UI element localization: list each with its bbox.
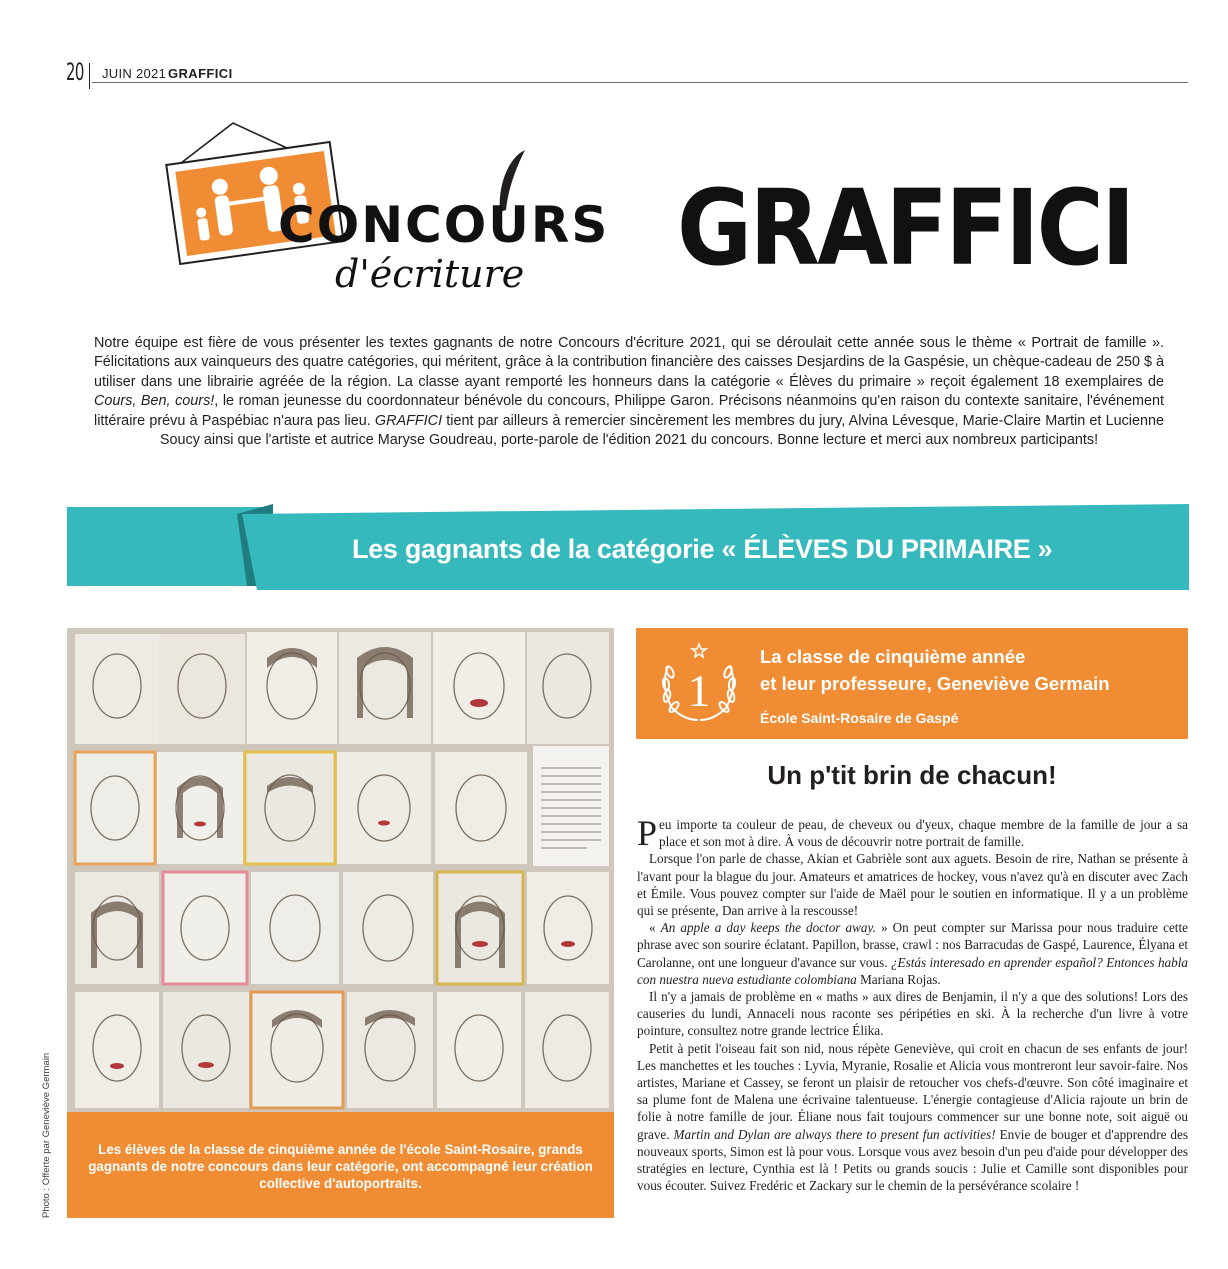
story-paragraph-4: Il n'y a jamais de problème en « maths » aux dires de Benjamin, il n'y a que des solutions! Lors des causeries du lundi, Annaceli nous raconte ses péripéties en ski. À la recherche d'un livre à votre pointure, consultez notre grande lectrice Élika. <box>637 989 1188 1039</box>
intro-paragraph <box>94 334 1164 450</box>
intro-book-title: Cours, Ben, cours! <box>94 393 215 410</box>
rank-number: 1 <box>687 665 711 716</box>
p3-quote: An apple a day keeps the doctor away. <box>660 920 876 936</box>
concours-logo <box>160 120 640 310</box>
photo-credit: Photo : Offerte par Geneviève Germain <box>41 1052 52 1218</box>
issue-date: JUIN 2021 <box>102 66 167 81</box>
banner-title: Les gagnants de la catégorie « ÉLÈVES DU PRIMAIRE » <box>352 534 1053 564</box>
winner-line-1: La classe de cinquième année <box>760 646 1026 667</box>
photo-caption: Les élèves de la classe de cinquième année de l'école Saint-Rosaire, grands gagnants de notre concours dans leur catégorie, ont accompagné leur création collective d'autoportraits. <box>67 1112 614 1218</box>
graffici-wordmark: GRAFFICI <box>677 167 1133 289</box>
story-paragraph-5 <box>637 1040 1188 1195</box>
winner-box <box>636 628 1188 739</box>
story-paragraph-1 <box>637 813 1188 853</box>
winner-line-2: et leur professeure, Geneviève Germain <box>760 673 1110 694</box>
intro-text-2: , le roman jeunesse du coordonnateur bénévole du concours, Philippe Garon. Précisons néanmoins qu'en raison du contexte sanitaire, l'événement littéraire prévu à Paspébiac n'aura pas lieu. <box>94 393 1164 429</box>
p5-b: Envie de bouger et d'apprendre des nouveaux sports, Simon est là pour vous. Lorsque vous avez besoin d'un peu d'aide pour développer des stratégies en lecture, Cynthia est là ! Petits ou grands soucis : Julie et Camille sont disponibles pour vous écouter. Suivez Fredéric et Zackary sur le chemin de la persévérance scolaire ! <box>637 1126 1188 1194</box>
portraits-grid-image <box>67 628 614 1112</box>
intro-text-3: tient par ailleurs à remercier sincèrement les membres du jury, Alvina Lévesque, Marie-Claire Martin et Lucienne Soucy ainsi que l'artiste et autrice Maryse Goudreau, porte-parole de l'édition 2021 du concours. Bonne lecture et merci aux nombreux participants! <box>159 412 1165 449</box>
drop-cap: P <box>637 813 658 853</box>
header-rule <box>92 82 1188 83</box>
story-title: Un p'tit brin de chacun! <box>767 760 1057 790</box>
p5-english: Martin and Dylan are always there to present fun activities! <box>673 1126 996 1142</box>
laurel-medal-icon <box>636 628 756 739</box>
ecriture-wordmark: d'écriture <box>335 252 525 296</box>
intro-text-1: Notre équipe est fière de vous présenter les textes gagnants de notre Concours d'écriture 2021, qui se déroulait cette année sous le thème « Portrait de famille ». Félicitations aux vainqueurs des quatre catégories, qui méritent, grâce à la contribution financière des caisses Desjardins de la Gaspésie, un chèque-cadeau de 250 $ à utiliser dans une librairie agréée de la région. La classe ayant remporté les honneurs dans la catégorie « Élèves du primaire » reçoit également 18 exemplaires de <box>94 335 1164 390</box>
concours-wordmark: CONCOURS <box>278 196 610 254</box>
p3-open: « <box>649 920 661 936</box>
story-body <box>637 813 1188 1194</box>
story-paragraph-3 <box>637 919 1188 988</box>
class-portraits-photo <box>67 628 614 1112</box>
story-paragraph-2: Lorsque l'on parle de chasse, Akian et Gabrièle sont aux aguets. Besoin de rire, Nathan se présente à l'avant pour la blague du jour. Amateurs et amatrices de hockey, vous n'avez qu'à en discuter avec Zach et Émile. Vous pouvez compter sur l'aide de Maël pour le soutien en informatique. Il y a un problème qui se présente, Dan arrive à la rescousse! <box>637 851 1188 919</box>
p3-mid: » On peut compter sur Marissa pour nous traduire cette phrase avec son sourire éclatant. Papillon, brasse, crawl : nos Barracudas de Gaspé, Laurence, Élyana et Carolanne, ont une longueur d'avance sur vous. <box>637 920 1188 970</box>
page-header <box>62 60 1188 84</box>
p3-end: Mariana Rojas. <box>856 971 941 987</box>
header-divider <box>89 63 90 89</box>
intro-graffici: GRAFFICI <box>374 412 443 429</box>
p3-spanish: ¿Estás interesado en aprender español? Entonces habla con nuestra nueva estudiante colombiana <box>637 954 1188 987</box>
story-p1-text: eu importe ta couleur de peau, de cheveux ou d'yeux, chaque membre de la famille de jour a sa place et son mot à dire. À vous de découvrir notre portrait de famille. <box>659 817 1188 850</box>
header-brand: GRAFFICI <box>168 66 233 81</box>
p5-a: Petit à petit l'oiseau fait son nid, nous répète Geneviève, qui croit en chacun de ses enfants de jour! Les manchettes et les touches : Lyvia, Myranie, Rosalie et Alicia vous montreront leur savoir-faire. Nos artistes, Mariane et Cassey, se feront un plaisir de retoucher vos chefs-d'œuvre. Son côté imaginaire et sa plume font de Malena une écrivaine talentueuse. L'énergie contagieuse d'Alicia rajoute un brin de folie à notre famille de jour. Éliane nous fait toujours commencer sur une bonne note, soit aiguë ou grave. <box>637 1040 1188 1142</box>
winner-school: École Saint-Rosaire de Gaspé <box>760 710 959 726</box>
category-banner <box>67 504 1189 594</box>
page-number: 20 <box>66 58 84 86</box>
